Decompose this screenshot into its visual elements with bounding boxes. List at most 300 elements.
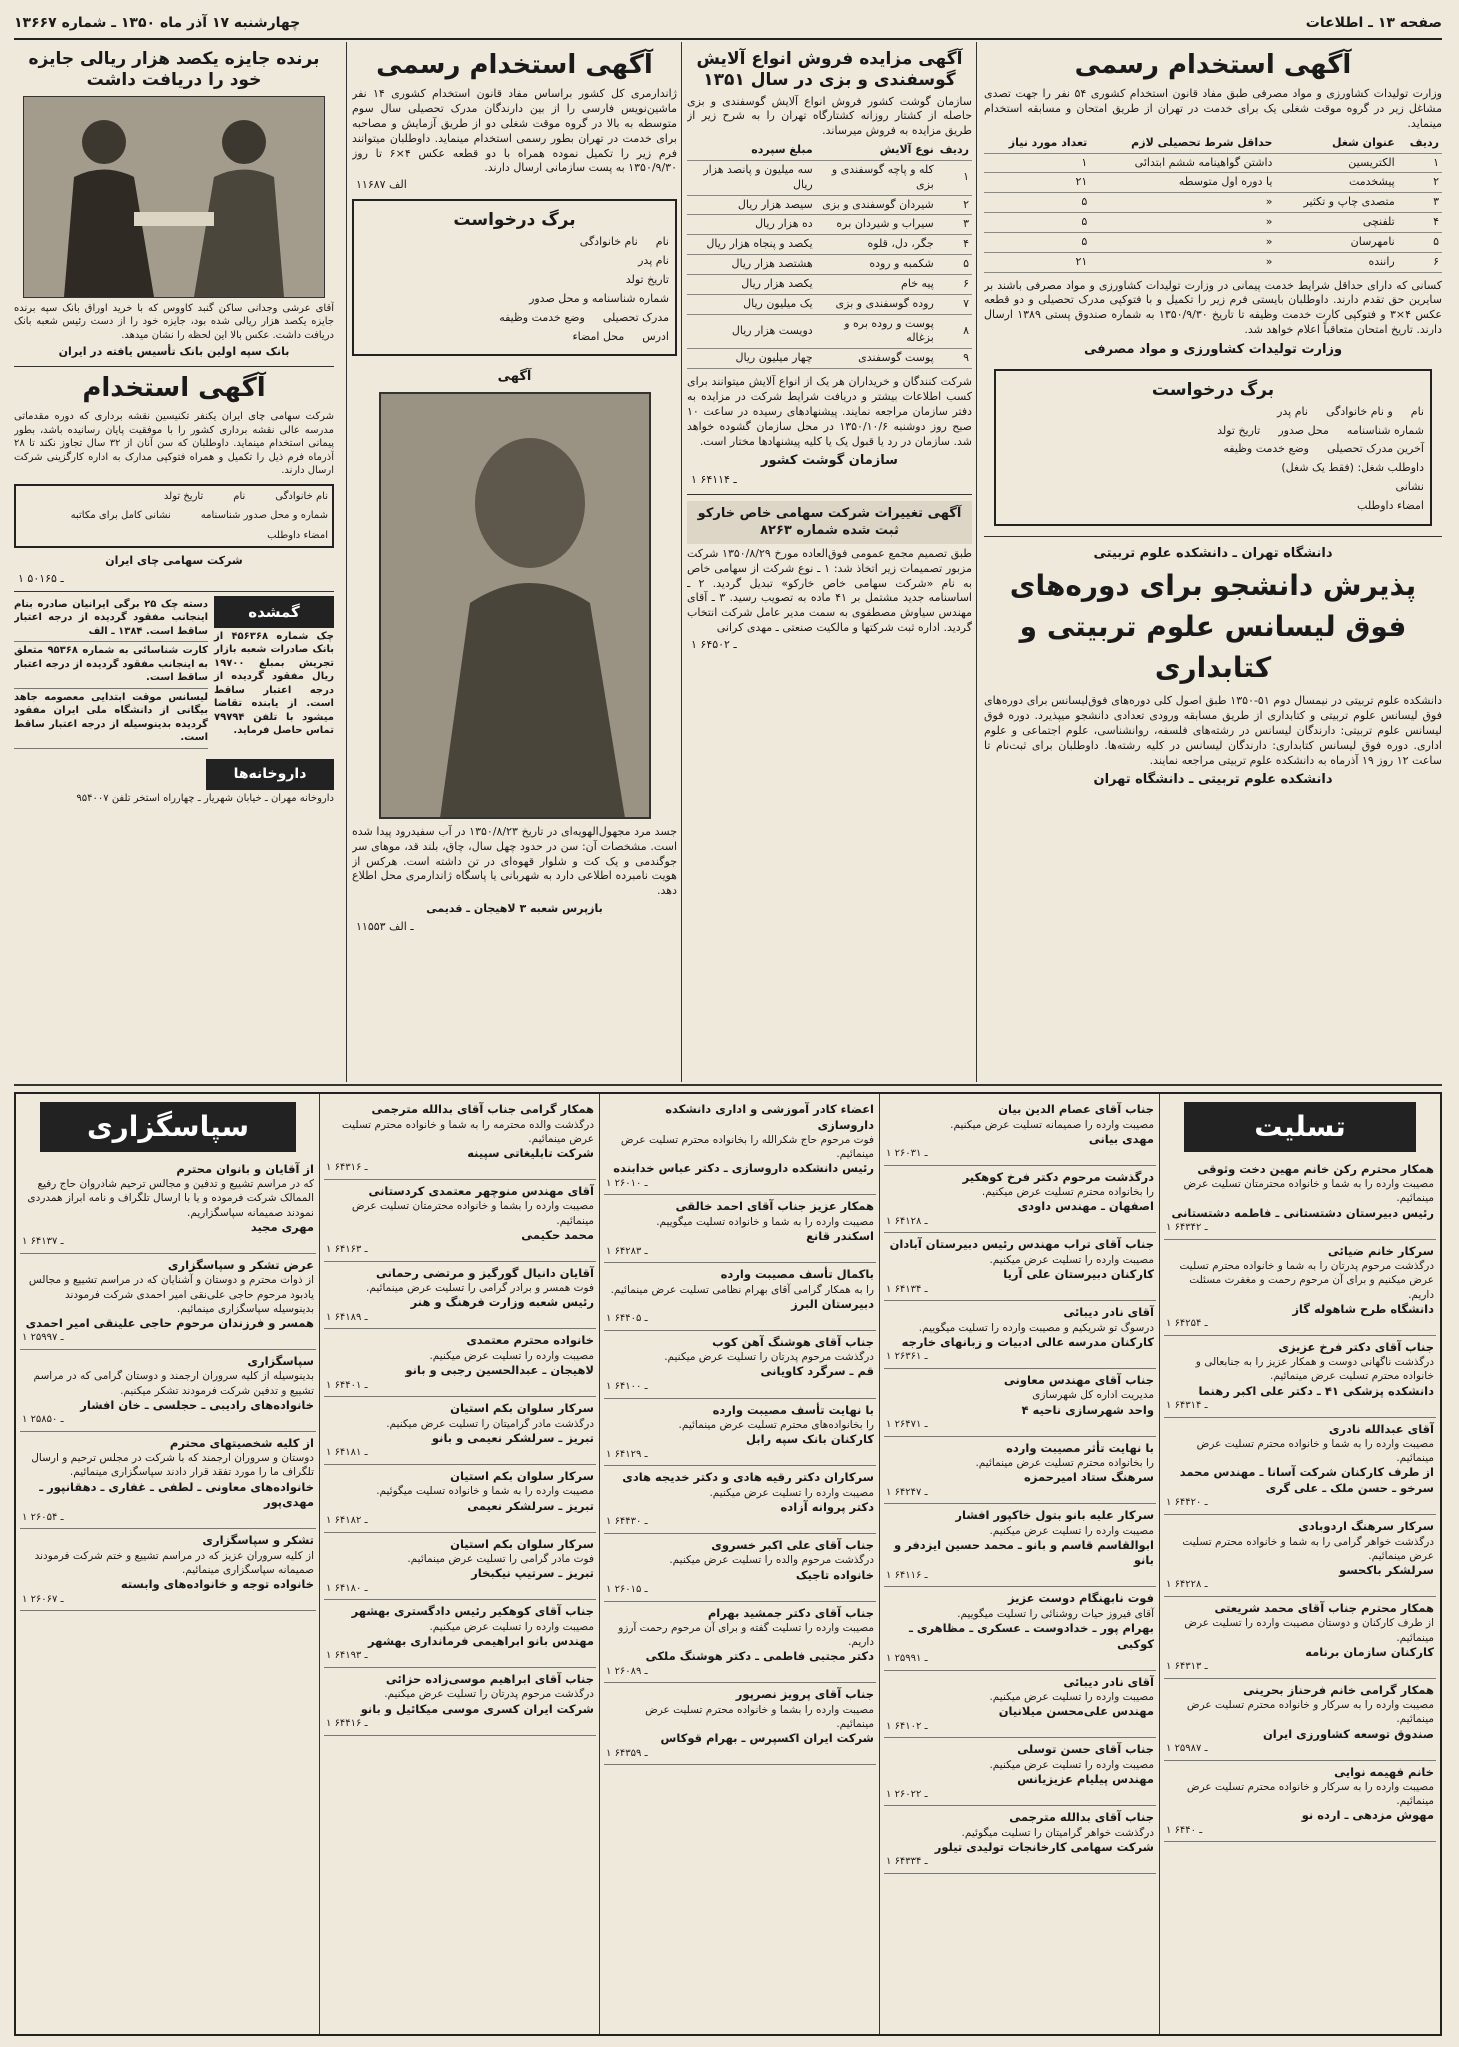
auction-cell: ۸ [937,314,972,349]
notice-head: همکار گرامی خانم فرحناز بحرینی [1243,1682,1434,1697]
notice-head: سپاسگزاری [247,1353,314,1368]
gendarmerie-ad-title: آگهی استخدام رسمی [376,50,653,80]
handshake-photo-icon [24,97,324,297]
form-field-label: شماره شناسنامه و محل صدور [529,291,669,305]
notice-sign: محمد حکیمی [521,1227,594,1242]
notice-head: سرکار خانم ضیائی [1327,1243,1434,1258]
notice-item [20,1254,316,1350]
notice-item [20,1350,316,1432]
notice-body: مصیبت وارده را به شما و خانواده محترم تسلیت عرض مینمائیم. [1196,1438,1434,1465]
auction-cell: ۲ [937,195,972,215]
university-sign: دانشکده علوم تربیتی ـ دانشگاه تهران [1093,772,1333,788]
job-cell: ۵ [1398,232,1442,252]
notice-item [1164,1515,1436,1597]
form-field-label: داوطلب شغل: (فقط یک شغل) [1281,461,1424,475]
form-row [1002,424,1424,439]
job-cell: ۲۱ [984,252,1090,272]
notice-item [884,1806,1156,1874]
notice-head: همکار گرامی جناب آقای بدالله مترجمی [371,1102,594,1116]
notice-code: ۱ ـ ۲۶۰۵۴ [22,1511,64,1523]
job-cell: ۵ [984,193,1090,213]
notice-body: فوت همسر و برادر گرامی را تسلیت عرض مینمائیم. [366,1282,594,1295]
form-field-label: نشانی [1395,480,1424,494]
notice-body: درگذشت خواهر گرامی را به شما و خانواده محترم تسلیت عرض مینمائیم. [1182,1535,1434,1562]
notice-body: درگذشت والده محترمه را به شما و خانواده محترم تسلیت عرض مینمائیم. [341,1118,594,1145]
unidentified-person-photo [379,392,651,819]
thanks-banner: سپاسگزاری [40,1102,296,1152]
job-row [984,252,1442,272]
auction-cell: پوست و روده بره و بزغاله [816,314,937,349]
notice-head: آقای مهندس منوچهر معتمدی کردستانی [368,1183,594,1198]
notice-head: جناب آقای دکتر فرخ عزیزی [1278,1339,1434,1354]
bottom-section [14,1092,1442,2036]
notice-sign: خانواده‌های معاونی ـ لطفی ـ غفاری ـ دهقانپور ـ مهدی‌پور [39,1479,314,1510]
form-field-label: نشانی کامل برای مکاتبه [70,510,171,522]
notice-code: ۱ ـ ۶۴۱۸۱ [326,1447,368,1459]
notice-body: مصیبت وارده را به سرکار و خانواده محترم تسلیت عرض مینمائیم. [1186,1781,1434,1808]
auction-cell: ۵ [937,255,972,275]
change-notice-title: آگهی تغییرات شرکت سهامی خاص خارکو ثبت شده شماره ۸۲۶۳ [687,501,972,544]
notice-code: ۱ ـ ۲۶۰۱۵ [606,1584,648,1596]
notice-sign: کارکنان مدرسه عالی ادبیات و زبانهای خارجه [901,1334,1154,1349]
notice-item [884,1437,1156,1505]
notice-head: باکمال تأسف مصیبت وارده [720,1267,874,1282]
auction-cell: ۶ [937,274,972,294]
notice-head: سرکار سلوان بکم استیان [450,1536,594,1551]
auction-cell: شیردان گوسفندی و بزی [816,195,937,215]
notice-head: آقایان دانیال گورگیز و مرتضی رحمانی [375,1265,594,1280]
notice-body: درگذشت خواهر گرامیتان را تسلیت میگوئیم. [961,1826,1154,1839]
notice-body: مصیبت وارده را تسلیت عرض میکنیم. [989,1253,1154,1266]
form-field-label: محل امضاء [572,329,625,343]
auction-row [687,160,972,195]
form-row [360,273,669,288]
notice-body: درگذشت مرحوم پدرتان را تسلیت عرض میکنیم. [384,1688,594,1701]
notice-body: مصیبت وارده را تسلیت عرض میکنیم. [429,1620,594,1633]
auction-column [687,46,972,1080]
notice-sign: خانواده تاجیک [795,1567,874,1582]
form-row [360,292,669,307]
auction-cell: سیراب و شیردان بره [816,215,937,235]
employment-ad-signature: وزارت تولیدات کشاورزی و مواد مصرفی [1083,342,1343,357]
notice-code: ۱ ـ ۶۴۱۰۰ [606,1381,648,1392]
notice-sign: رئیس دانشکده داروسازی ـ دکتر عباس خدابنده [613,1161,874,1176]
notice-sign: دانشکده پزشکی ۴۱ ـ دکتر علی اکبر رهنما [1198,1383,1434,1398]
notice-head: جناب آقای مهندس معاونی [1003,1372,1154,1387]
notice-body: مصیبت وارده را تسلیت عرض میکنیم. [709,1486,874,1499]
notice-item [884,1587,1156,1670]
notice-head: سرکار سلوان بکم استیان [450,1468,594,1483]
notice-sign: خانواده توجه و خانواده‌های وابسته [120,1577,314,1592]
form-field-label: امضاء داوطلب [1357,499,1424,513]
gendarmerie-column [352,46,677,1080]
jobs-table [984,134,1442,273]
job-cell: راننده [1275,252,1397,272]
notice-body: درگذشت مرحوم پدرتان را به شما و خانواده محترم تسلیت عرض میکنیم و برای آن مرحوم رحمت و مغفرت مسئلت داریم. [1179,1260,1434,1301]
tea-emp-title: آگهی استخدام [82,372,266,403]
notice-item [884,1738,1156,1806]
auction-code: ۱ ـ ۶۴۱۱۴ [691,472,737,486]
notice-sign: لاهیجان ـ عبدالحسین رجبی و بانو [405,1363,594,1378]
notice-code: ۱ ـ ۲۶۰۶۷ [22,1593,64,1605]
notice-body: را به همکار گرامی آقای بهرام نظامی تسلیت عرض مینمائیم. [610,1283,874,1296]
notice-sign: دکتر پروانه آزاده [780,1499,874,1514]
notice-head: درگذشت مرحوم دکتر فرخ کوهکیر [962,1169,1154,1184]
notice-title: آگهی [497,369,532,385]
job-cell: پیشخدمت [1275,173,1397,193]
notice-code: ۱ ـ ۶۴۲۲۸ [1166,1579,1208,1591]
notice-item [324,1668,596,1736]
notice-code: ۱ ـ ۶۴۱۹۳ [326,1650,368,1662]
notice-sign: تبریز ـ سرلشکر نعیمی [467,1498,594,1513]
prize-sign: بانک سپه اولین بانک تأسیس یافته در ایران [58,345,290,358]
form-row [360,235,669,250]
job-cell: تلفنچی [1275,213,1397,233]
notice-sign: مهندس علی‌محسن میلانیان [998,1704,1154,1719]
form-row [1002,405,1424,420]
notice-sign: مهدی بیانی [1088,1131,1154,1146]
notice-code: ۱ ـ ۶۴۴۰۱ [326,1379,368,1391]
notice-body: از ذوات محترم و دوستان و آشنایان که در مراسم تشییع و مجالس یادبود مرحوم حاجی علی‌نقی امیر احمدی شرکت فرمودند بدینوسیله سپاسگزاری مینمائیم. [28,1274,314,1315]
notice-code: ۱ ـ ۲۶۰۳۱ [886,1148,928,1160]
notice-body: از طرف کارکنان و دوستان مصیبت وارده را تسلیت عرض مینمائیم. [1184,1617,1434,1644]
change-notice-code: ۱ ـ ۶۴۵۰۲ [691,637,737,651]
notice-code: ۱ ـ ۶۴۴۳۰ [606,1516,648,1528]
form-row [1002,442,1424,457]
notice-head: سرکار سلوان بکم استیان [450,1401,594,1416]
notice-head: با نهایت تأسف مصیبت وارده [712,1402,874,1417]
notice-item [1164,1597,1436,1679]
notice-head: جناب آقای بدالله مترجمی [1009,1810,1154,1825]
jobs-th: ردیف [1398,134,1442,153]
notice-code: ۱ ـ ۶۴۳۱۴ [1166,1400,1208,1412]
job-cell: متصدی چاپ و تکثیر [1275,193,1397,213]
form-field-label: نام [655,235,669,249]
auction-intro: سازمان گوشت کشور فروش انواع آلایش گوسفندی و بزی حاصله از کشتار روزانه کشتارگاه تهران را به شرح زیر از طریق مزایده به فروش میرساند. [687,94,972,138]
notice-code: ۱ ـ ۶۴۳۴۲ [1166,1222,1208,1234]
notice-body: مصیبت وارده را بشما و خانواده محترم تسلیت عرض مینمائیم. [645,1704,874,1731]
auction-row [687,274,972,294]
gendarmerie-form-title: برگ درخواست [453,210,576,231]
photo-placeholder-icon [380,393,650,818]
notice-item [884,1166,1156,1234]
notice-code: ۱ ـ ۶۴۱۱۶ [886,1569,928,1581]
notice-head: آقای نادر دیبائی [1063,1674,1154,1689]
auction-cell: ۱ [937,160,972,195]
notice-body: مصیبت وارده را تسلیت عرض میکنیم. [989,1758,1154,1771]
notice-code: ۱ ـ ۶۴۲۴۷ [886,1486,928,1498]
auction-cell: شکمبه و روده [816,255,937,275]
condolence-column [1164,1098,1436,2028]
notice-sign: کارکنان دبیرستان علی آریا [1003,1267,1154,1282]
notice-body: مصیبت وارده را بشما و خانواده محترمتان تسلیت عرض مینمائیم. [351,1200,594,1227]
notice-code: ۱ ـ ۶۴۴۲۰ [1166,1497,1208,1509]
notice-head: سرکاران دکتر رقیه هادی و دکتر خدیجه هادی [622,1470,874,1485]
photo-code: ۱۱۵۵۳ ـ الف [356,920,414,934]
job-cell: ۲۱ [984,173,1090,193]
university-body: دانشکده علوم تربیتی در نیمسال دوم ۵۱-۱۳۵۰ طبق اصول کلی دوره‌های فوق‌لیسانس برای دوره‌های فوق لیسانس علوم تربیتی و کتابداری از طریق مسابقه ورودی تعدادی دانشجو میپذیرد. دوره فوق لیسانس علوم تربیتی: دارندگان لیسانس در رشته‌های فلسفه، روانشناسی، علوم اجتماعی و علوم اداری. دوره فوق لیسانس کتابداری: دارندگان لیسانس در کلیه رشته‌ها. داوطلبان برای ثبت‌نام تا ساعت ۱۲ روز ۱۹ آذرماه به دانشکده علوم تربیتی مراجعه نمایند. [984,694,1442,767]
form-title: برگ درخواست [1151,379,1275,400]
condolence-column-c [884,1098,1156,2028]
notice-code: ۱ ـ ۶۴۴۱۶ [326,1718,368,1730]
jobs-th: حداقل شرط تحصیلی لازم [1090,134,1275,153]
auction-row [687,255,972,275]
job-row [984,173,1442,193]
notice-body: مصیبت وارده را تسلیت عرض میکنیم. [429,1349,594,1362]
notice-head: جناب آقای هوشنگ آهن کوب [712,1334,874,1349]
notice-item [20,1432,316,1529]
auction-cell: سه میلیون و پانصد هزار ریال [687,160,816,195]
auction-th: ردیف [937,141,972,160]
university-label: دانشگاه تهران ـ دانشکده علوم تربیتی [1093,545,1333,561]
notice-sign: کارکنان سازمان برنامه [1305,1644,1434,1659]
job-row [984,213,1442,233]
notice-sign: از طرف کارکنان شرکت آسانا ـ مهندس محمد سرخو ـ حسن ملک ـ علی گری [1179,1465,1434,1495]
auction-row [687,235,972,255]
auction-cell: کله و پاچه گوسفندی و بزی [816,160,937,195]
condolence-column-a [324,1098,596,2028]
job-cell: ۵ [984,232,1090,252]
notice-item [604,1466,876,1534]
notice-sign: مهری مجید [250,1219,314,1234]
job-cell: ۱ [1398,153,1442,173]
form-field-label: شماره شناسنامه [1346,423,1424,437]
notice-sign: مهندس پیلیام عزیزیانس [1017,1772,1154,1787]
notice-item [324,1262,596,1330]
notice-code: ۱ ـ ۶۴۳۱۳ [1166,1661,1208,1673]
tea-emp-code: ۱ ـ ۵۰۱۶۵ [18,571,64,585]
form-field-label: تاریخ تولد [1217,423,1261,437]
prize-photo [23,96,325,298]
notice-body: درگذشت ناگهانی دوست و همکار عزیز را به جنابعالی و خانواده محترم تسلیت عرض مینمائیم. [1195,1356,1434,1383]
auction-cell: ۴ [937,235,972,255]
lost-item: لیسانس موقت ابتدایی معصومه جاهد بیگانی از دانشگاه ملی ایران مفقود گردیده بدینوسیله از درجه اعتبار ساقط است. [14,691,208,749]
prize-title: برنده جایزه یکصد هزار ریالی جایزه خود را دریافت داشت [28,49,320,91]
notice-code: ۱ ـ ۶۴۲۵۴ [1166,1318,1208,1330]
tea-emp-sign: شرکت سهامی چای ایران [105,554,243,568]
auction-row [687,195,972,215]
notice-sign: تبریز ـ سرلشکر نعیمی و بانو [431,1430,594,1445]
notice-body: دوستان و سروران ارجمند که با شرکت در مجلس ترحیم و ارسال تلگراف ما را مورد تفقد قرار دادند سپاسگزاری مینمائیم. [31,1452,314,1479]
university-title: پذیرش دانشجو برای دوره‌های فوق لیسانس علوم تربیتی و کتابداری [1009,569,1417,684]
photo-sign: بازپرس شعبه ۳ لاهیجان ـ قدیمی [426,902,603,916]
notice-head: جناب آقای حسن توسلی [1017,1742,1154,1757]
notice-body: درگذشت مرحوم والده را تسلیت عرض میکنیم. [669,1554,874,1567]
notice-item [324,1180,596,1262]
notice-code: ۱ ـ ۲۶۳۶۱ [886,1351,928,1363]
notice-item [884,1369,1156,1437]
notice-sign: اصفهان ـ مهندس داودی [1017,1199,1154,1214]
auction-row [687,349,972,369]
notice-body: درگذشت مادر گرامیتان را تسلیت عرض میکنیم. [386,1417,594,1430]
notice-head: جناب آقای ابراهیم موسی‌زاده حزائی [385,1671,594,1686]
notice-item [324,1600,596,1668]
notice-code: ۱ ـ ۲۶۰۱۰ [606,1177,648,1189]
notice-item [604,1534,876,1602]
form-field-label: نام خانوادگی [275,490,328,502]
jobs-th: تعداد مورد نیاز [984,134,1090,153]
job-cell: ۵ [984,213,1090,233]
notice-code: ۱ ـ ۲۵۹۹۷ [22,1332,64,1344]
auction-cell: ۳ [937,215,972,235]
notice-code: ۱ ـ ۶۴۴۰ [1166,1824,1203,1836]
auction-cell: ۹ [937,349,972,369]
newspaper-page [14,8,1442,2038]
auction-cell: پوست گوسفندی [816,349,937,369]
form-field-label: محل صدور [1278,423,1329,437]
notice-body: مدیریت اداره کل شهرسازی [1032,1389,1154,1402]
form-row [360,311,669,326]
form-field-label: وضع خدمت وظیفه [1223,442,1309,456]
notice-sign: رئیس شعبه وزارت فرهنگ و هنر [410,1295,594,1310]
job-cell: نامهرسان [1275,232,1397,252]
job-row [984,153,1442,173]
job-cell: « [1090,232,1275,252]
notice-item [1164,1761,1436,1843]
page-header [14,8,1442,40]
notice-body: مصیبت وارده را تسلیت عرض میکنیم. [989,1524,1154,1537]
notice-item [604,1195,876,1263]
notice-item [324,1098,596,1180]
notice-body: مصیبت وارده را به شما و خانواده تسلیت میگوئیم. [376,1485,594,1498]
notice-item [604,1602,876,1684]
notice-sign: شرکت تابلیغاتی سپینه [467,1145,594,1160]
notice-item [884,1098,1156,1166]
notice-sign: کارکنان بانک سپه رابل [745,1432,874,1447]
auction-title: آگهی مزایده فروش انواع آلایش گوسفندی و بزی در سال ۱۳۵۱ [696,49,963,91]
notice-head: آقای عبدالله نادری [1328,1421,1434,1436]
job-row [984,232,1442,252]
form-field-label: وضع خدمت وظیفه [499,310,585,324]
notice-sign: قم ـ سرگرد کاویانی [760,1364,874,1379]
notice-code: ۱ ـ ۶۴۱۲۹ [606,1448,648,1460]
auction-th: نوع آلایش [816,141,937,160]
notice-code: ۱ ـ ۲۶۴۷۱ [886,1419,928,1431]
form-field-label: نام پدر [638,254,669,268]
right-column [984,46,1442,1080]
notice-item [324,1465,596,1533]
job-cell: ۶ [1398,252,1442,272]
lost-check-item: چک شماره ۴۵۶۳۶۸ از بانک صادرات شعبه بازار تجریش بمبلغ ۱۹۷۰۰ ریال مفقود گردیده از درجه اعتبار ساقط است. از یابنده تقاضا میشود با تلفن ۷۹۷۹۴ تماس حاصل فرماید. [214,630,334,737]
notice-body: فوت مادر گرامی را تسلیت عرض مینمائیم. [407,1553,594,1566]
notice-code: ۱ ـ ۶۴۲۸۳ [606,1245,648,1257]
notice-body: را بخانواده محترم تسلیت عرض میکنیم. [981,1186,1154,1199]
notice-sign: مهوش مزدهی ـ ارده نو [1301,1808,1434,1823]
notice-sign: همسر و فرزندان مرحوم حاجی علینقی امیر احمدی [25,1315,314,1330]
form-field-label: ادرس [642,329,669,343]
lost-banner: گمشده [214,596,334,628]
form-field-label: آخرین مدرک تحصیلی [1326,442,1424,456]
notice-sign: رئیس دبیرستان دشتستانی ـ فاطمه دشتستانی [1171,1205,1434,1220]
notice-head: جناب آقای عصام الدین بیان [998,1102,1154,1116]
auction-row [687,314,972,349]
notice-item [604,1683,876,1765]
auction-cell: یک میلیون ریال [687,294,816,314]
notice-sign: سرلشکر باکحسو [1339,1562,1434,1577]
notice-head: خانم فهیمه نوایی [1334,1764,1434,1779]
auction-cell: یکصد و پنجاه هزار ریال [687,235,816,255]
notice-head: جناب آقای پرویز نصرپور [735,1687,874,1702]
notice-item [884,1504,1156,1587]
auction-cell: هشتصد هزار ریال [687,255,816,275]
notice-head: از کلیه شخصیتهای محترم [169,1435,314,1450]
notice-body: مصیبت وارده را تسلیت گفته و برای آن مرحوم رحمت آرزو داریم. [618,1622,874,1649]
notice-head: اعضاء کادر آموزشی و اداری دانشکده داروسازی [665,1102,874,1132]
job-cell: « [1090,213,1275,233]
notice-body: بدینوسیله از کلیه سروران ارجمند و دوستان گرامی که در مراسم تشییع و تدفین شرکت فرمودند تشکر میکنیم. [33,1370,314,1397]
notice-item [324,1533,596,1601]
lost-item: دسته چک ۲۵ برگی ایرانیان صادره بنام اینجانب مفقود گردیده از درجه اعتبار ساقط است. ۱۳۸۴ ـ الف [14,598,208,643]
notice-code: ۱ ـ ۶۴۳۳۴ [886,1856,928,1868]
pharmacy-banner: داروخانه‌ها [206,759,334,790]
notice-sign: صندوق توسعه کشاورزی ایران [1262,1726,1434,1741]
auction-cell: سیصد هزار ریال [687,195,816,215]
job-cell: یا دوره اول متوسطه [1090,173,1275,193]
notice-head: با نهایت تأثر مصیبت وارده [1006,1440,1154,1455]
notice-head: سرکار سرهنگ اردوبادی [1298,1518,1434,1533]
notice-body: مصیبت وارده را به سرکار و خانواده محترم تسلیت عرض مینمائیم. [1186,1699,1434,1726]
notice-sign: دکتر مجتبی فاطمی ـ دکتر هوشنگ ملکی [645,1649,874,1664]
notice-code: ۱ ـ ۶۴۳۵۹ [606,1747,648,1759]
notice-body: مصیبت وارده را صمیمانه تسلیت عرض میکنیم. [950,1118,1154,1131]
notice-item [1164,1418,1436,1515]
notice-code: ۱ ـ ۲۵۹۹۱ [886,1653,928,1665]
notice-sign: مهندس بانو ابراهیمی فرمانداری بهشهر [367,1633,594,1648]
notice-body: آقای فیروز حیات روشنائی را تسلیت میگوییم. [957,1607,1154,1620]
notice-item [1164,1679,1436,1761]
form-field-label: و نام خانوادگی [1325,404,1393,418]
notice-item [604,1331,876,1399]
notice-head: فوت نابهنگام دوست عزیز [1008,1591,1154,1606]
notice-head: همکار محترم رکن خانم مهین دخت وثوقی [1197,1161,1434,1176]
notice-body: از کلیه سروران عزیز که در مراسم تشییع و ختم شرکت فرمودند صمیمانه سپاسگزاری مینمائیم. [34,1549,314,1576]
form-row [1002,480,1424,495]
jobs-table-header [984,134,1442,153]
notice-head: سرکار علیه بانو بتول خاکپور افشار [955,1508,1154,1523]
notice-item [884,1233,1156,1301]
page-label: صفحه ۱۳ ـ اطلاعات [1305,14,1442,31]
notice-head: همکار عزیز جناب آقای احمد خالقی [675,1199,874,1214]
gendarmerie-ad-body: ژاندارمری کل کشور براساس مفاد قانون استخدام کشوری ۱۴ نفر ماشین‌نویس فارسی را از بین دارندگان مدرک تحصیلی سال سوم متوسطه به بالا در گروه موقت شغلی دو از طریق آزمایش و مصاحبه برای خدمت در تهران بطور رسمی استخدام مینماید. داوطلبان میتوانند فرم زیر را تکمیل نموده همراه با دو قطعه عکس ۴×۶ تا روز ۱۳۵۰/۹/۳۰ به پست سازمانی ارسال دارند. [352,87,677,175]
notice-body: مصیبت وارده را به شما و خانواده تسلیت میگوییم. [656,1215,874,1228]
gendarmerie-ad-code: الف ۱۱۶۸۷ [356,178,407,192]
form-field-label: تاریخ تولد [163,490,204,502]
auction-cell: دویست هزار ریال [687,314,816,349]
auction-cell: ده هزار ریال [687,215,816,235]
form-field-label: شماره و محل صدور شناسنامه [200,510,328,522]
form-field-label: امضاء داوطلب [267,529,328,541]
job-cell: داشتن گواهینامه ششم ابتدائی [1090,153,1275,173]
notice-item [1164,1336,1436,1418]
notice-head: عرض تشکر و سپاسگزاری [167,1257,314,1272]
job-cell: ۴ [1398,213,1442,233]
notice-body: را بخانواده محترم تسلیت عرض مینمائیم. [975,1457,1154,1470]
job-cell: ۱ [984,153,1090,173]
notice-sign: تبریز ـ سرتیپ نیکبخار [471,1566,594,1581]
notice-code: ۱ ـ ۲۶۰۸۹ [606,1665,648,1677]
thanks-column [20,1098,316,2028]
notice-code: ۱ ـ ۶۴۱۰۲ [886,1720,928,1732]
notice-item [20,1158,316,1254]
notice-sign: شرکت ایران اکسپرس ـ بهرام قوکاس [660,1731,874,1746]
pharmacy-text: داروخانه مهران ـ خیابان شهریار ـ چهارراه استخر تلفن ۹۵۴۰۰۷ [76,792,334,804]
application-form [994,369,1432,526]
auction-sign: سازمان گوشت کشور [761,453,898,469]
change-notice-body: طبق تصمیم مجمع عمومی فوق‌العاده مورخ ۱۳۵۰/۸/۲۹ شرکت مزبور تصمیمات زیر اتخاذ شد: ۱ ـ نوع شرکت از سهامی خاص به نام «شرکت سهامی خاص خارکو» تبدیل گردید. ۲ ـ اساسنامه جدید مشتمل بر ۴۱ ماده به تصویب رسید. ۳ ـ آقای مهندس سیاوش مصطفوی به سمت مدیر عامل شرکت انتخاب گردید. اداره ثبت شرکتها و مالکیت صنعتی ـ مهدی کرانی [687,546,972,635]
form-row [1002,461,1424,476]
auction-row [687,215,972,235]
form-field-label: نام [1410,404,1424,418]
